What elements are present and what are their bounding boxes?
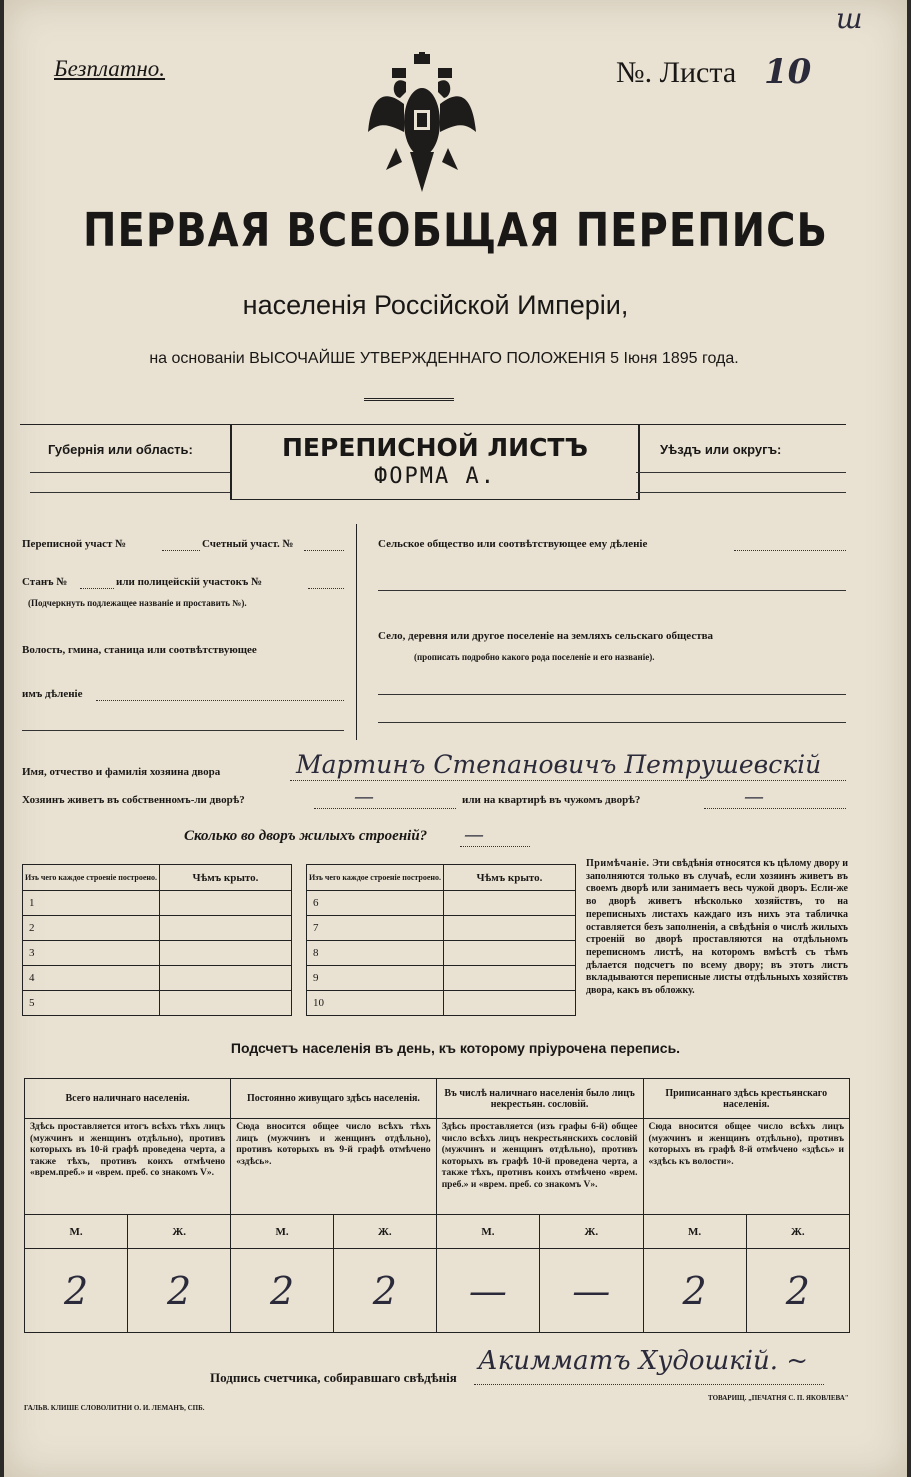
stan-label: Станъ № bbox=[22, 576, 68, 588]
building-row-number: 2 bbox=[29, 922, 35, 934]
building-row bbox=[307, 891, 576, 916]
building-row-number: 5 bbox=[29, 997, 35, 1009]
selo-note: (прописать подробно какого рода поселеніе и его названіе). bbox=[414, 652, 655, 662]
pop-col-m: М. bbox=[25, 1215, 128, 1249]
roof-cell[interactable] bbox=[160, 966, 292, 991]
roof-cell[interactable] bbox=[444, 941, 576, 966]
pop-col-desc: Здѣсь проставляется (изъ графы 6-й) общее число всѣхъ лицъ некрестьянскихъ сословій (мужчинъ и женщинъ отдѣльно), противъ которыхъ въ графѣ 10-й проведена черта, а также тѣхъ, противъ коихъ отмѣчено «врем. преб.» и «врем. преб. со знакомъ V». bbox=[436, 1119, 643, 1215]
owner-field[interactable] bbox=[290, 780, 846, 781]
pop-m-value[interactable]: 2 bbox=[231, 1249, 334, 1333]
obshchestvo-field[interactable] bbox=[734, 550, 846, 551]
own-yard-field[interactable] bbox=[314, 808, 456, 809]
sheet-number-label: №. Листа bbox=[616, 56, 737, 89]
pop-m-value[interactable]: — bbox=[436, 1249, 539, 1333]
building-row bbox=[23, 966, 292, 991]
building-row bbox=[307, 941, 576, 966]
building-row bbox=[23, 891, 292, 916]
own-yard-label: Хозяинъ живетъ въ собственномъ-ли дворѣ? bbox=[22, 794, 245, 806]
building-row-number: 4 bbox=[29, 972, 35, 984]
rent-value: — bbox=[744, 784, 764, 808]
roof-cell[interactable] bbox=[444, 891, 576, 916]
census-basis: на основаніи ВЫСОЧАЙШЕ УТВЕРЖДЕННАГО ПОЛОЖЕНІЯ 5 Іюня 1895 года. bbox=[149, 350, 739, 367]
roof-cell[interactable] bbox=[160, 916, 292, 941]
pop-zh-value[interactable]: 2 bbox=[128, 1249, 231, 1333]
pop-col-m: М. bbox=[643, 1215, 746, 1249]
uezd-label: Уѣздъ или округъ: bbox=[660, 442, 782, 457]
ornament-divider bbox=[364, 398, 454, 401]
pop-col-desc: Сюда вносится общее число всѣхъ лицъ (мужчинъ и женщинъ отдѣльно), противъ которыхъ въ графѣ 8-й отмѣчено «здѣсь» и «здѣсь къ волости». bbox=[643, 1119, 850, 1215]
building-row bbox=[307, 966, 576, 991]
uchast-label: Переписной участ № bbox=[22, 538, 127, 550]
obshchestvo-label: Сельское общество или соотвѣтствующее ему дѣленіе bbox=[378, 538, 648, 550]
roof-cell[interactable] bbox=[444, 966, 576, 991]
pop-col-zh: Ж. bbox=[540, 1215, 643, 1249]
police-field[interactable] bbox=[308, 588, 344, 589]
selo-label: Село, деревня или другое поселеніе на земляхъ сельскаго общества bbox=[378, 630, 714, 642]
free-label: Безплатно. bbox=[54, 56, 166, 81]
pop-col-title: Постоянно живущаго здѣсь населенія. bbox=[231, 1079, 437, 1119]
owner-name-value: Мартинъ Степановичъ Петрушевскій bbox=[296, 750, 822, 779]
census-sheet bbox=[4, 0, 907, 1477]
building-row-number: 6 bbox=[313, 897, 319, 909]
pop-m-value[interactable]: 2 bbox=[643, 1249, 746, 1333]
gubernia-label: Губернія или область: bbox=[48, 442, 193, 457]
form-letter: ФОРМА А. bbox=[374, 464, 496, 489]
signature-field[interactable] bbox=[474, 1384, 824, 1385]
rent-label: или на квартирѣ въ чужомъ дворѣ? bbox=[462, 794, 641, 806]
signature-value: Акимматъ Худошкій. ~ bbox=[478, 1346, 809, 1376]
building-row bbox=[307, 991, 576, 1016]
pop-zh-value[interactable]: 2 bbox=[746, 1249, 849, 1333]
roof-cell[interactable] bbox=[160, 891, 292, 916]
note-text: Эти свѣдѣнія относятся къ цѣлому двору и заполняются только въ случаѣ, если хозяинъ живетъ въ своемъ дворѣ или занимаетъ весь чужой дворъ. Если-же во дворѣ живетъ нѣсколько хозяйствъ, то на переписныхъ листахъ каждаго изъ нихъ эта табличка оставляется безъ заполненія, а свѣдѣнія о числѣ жилыхъ строеній во дворѣ проставляются на отдѣльномъ переписномъ листѣ, на которомъ вмѣстѣ съ тѣмъ дѣлается подсчетъ по всему двору; въ этотъ листъ вкладываются переписные листы отдѣльныхъ хозяйствъ двора, какъ въ обложку. bbox=[586, 858, 848, 997]
buildings-label: Сколько во дворъ жилыхъ строеній? bbox=[184, 828, 428, 844]
building-row-number: 10 bbox=[313, 997, 324, 1009]
pop-col-zh: Ж. bbox=[333, 1215, 436, 1249]
note-label: Примѣчаніе. bbox=[586, 858, 650, 869]
footer-left: ГАЛЬВ. КЛИШЕ СЛОВОЛИТНИ О. И. ЛЕМАНЪ, СПБ. bbox=[24, 1404, 205, 1412]
sheet-number-value: 10 bbox=[764, 52, 812, 92]
building-row-number: 7 bbox=[313, 922, 319, 934]
buildings-table-left: Изъ чего каждое строеніе построено. Чѣмъ крыто. 1 2 3 4 5 bbox=[22, 864, 292, 1016]
buildings-field[interactable] bbox=[460, 846, 530, 847]
roof-cell[interactable] bbox=[160, 991, 292, 1016]
pop-col-title: Всего наличнаго населенія. bbox=[25, 1079, 231, 1119]
building-row bbox=[23, 991, 292, 1016]
pop-col-zh: Ж. bbox=[128, 1215, 231, 1249]
stan-field[interactable] bbox=[80, 588, 114, 589]
form-title: ПЕРЕПИСНОЙ ЛИСТЪ bbox=[282, 433, 588, 462]
roof-cell[interactable] bbox=[444, 991, 576, 1016]
pop-col-title: Въ числѣ наличнаго населенія было лицъ некрестьян. сословій. bbox=[436, 1079, 643, 1119]
building-row-number: 9 bbox=[313, 972, 319, 984]
owner-label: Имя, отчество и фамилія хозяина двора bbox=[22, 766, 221, 778]
pop-col-title: Приписаннаго здѣсь крестьянскаго населенія. bbox=[643, 1079, 850, 1119]
census-title: ПЕРВАЯ ВСЕОБЩАЯ ПЕРЕПИСЬ bbox=[83, 204, 828, 258]
pop-col-desc: Здѣсь проставляется итогъ всѣхъ тѣхъ лицъ (мужчинъ и женщинъ отдѣльно), противъ которыхъ въ 10-й графѣ проведена черта, а также тѣхъ, противъ коихъ отмѣчено «врем.преб.» и «врем. преб. со знакомъ V». bbox=[25, 1119, 231, 1215]
building-row bbox=[23, 916, 292, 941]
roof-cell[interactable] bbox=[444, 916, 576, 941]
buildings-value: — bbox=[464, 822, 484, 846]
schet-label: Счетный участ. № bbox=[202, 538, 294, 550]
buildings-table-right: Изъ чего каждое строеніе построено. Чѣмъ крыто. 6 7 8 9 10 bbox=[306, 864, 576, 1016]
corner-note: ш bbox=[836, 2, 863, 35]
rent-field[interactable] bbox=[704, 808, 846, 809]
pop-col-m: М. bbox=[436, 1215, 539, 1249]
schet-field[interactable] bbox=[304, 550, 344, 551]
census-subtitle: населенія Россійской Имперіи, bbox=[242, 290, 629, 320]
pop-col-zh: Ж. bbox=[746, 1215, 849, 1249]
own-yard-value: — bbox=[354, 784, 374, 808]
column-divider bbox=[356, 524, 357, 740]
pop-zh-value[interactable]: 2 bbox=[333, 1249, 436, 1333]
delenie-field[interactable] bbox=[96, 700, 344, 701]
population-heading: Подсчетъ населенія въ день, къ которому пріурочена перепись. bbox=[230, 1040, 681, 1056]
form-band bbox=[20, 424, 846, 498]
form-title-box bbox=[230, 424, 640, 500]
building-row-number: 1 bbox=[29, 897, 35, 909]
pop-col-desc: Сюда вносится общее число всѣхъ тѣхъ лицъ (мужчинъ и женщинъ отдѣльно), противъ которыхъ въ 9-й графѣ отмѣчено «здѣсь». bbox=[231, 1119, 437, 1215]
building-row bbox=[23, 941, 292, 966]
pop-m-value[interactable]: 2 bbox=[25, 1249, 128, 1333]
underline-note: (Подчеркнуть подлежащее названіе и проставить №). bbox=[28, 598, 247, 608]
delenie-label: имъ дѣленіе bbox=[22, 688, 83, 700]
volost-label: Волость, гмина, станица или соотвѣтствующее bbox=[22, 644, 257, 656]
footer-right: ТОВАРИЩ. „ПЕЧАТНЯ С. П. ЯКОВЛЕВА" bbox=[708, 1394, 849, 1402]
building-row-number: 8 bbox=[313, 947, 319, 959]
pop-col-m: М. bbox=[231, 1215, 334, 1249]
building-row bbox=[307, 916, 576, 941]
note-block bbox=[586, 858, 848, 998]
building-row-number: 3 bbox=[29, 947, 35, 959]
pop-zh-value[interactable]: — bbox=[540, 1249, 643, 1333]
police-label: или полицейскій участокъ № bbox=[116, 576, 263, 588]
population-table bbox=[24, 1078, 850, 1333]
imperial-eagle-emblem-icon bbox=[366, 52, 478, 202]
roof-cell[interactable] bbox=[160, 941, 292, 966]
uchast-field[interactable] bbox=[162, 550, 200, 551]
signature-label: Подпись счетчика, собиравшаго свѣдѣнія bbox=[210, 1370, 457, 1385]
